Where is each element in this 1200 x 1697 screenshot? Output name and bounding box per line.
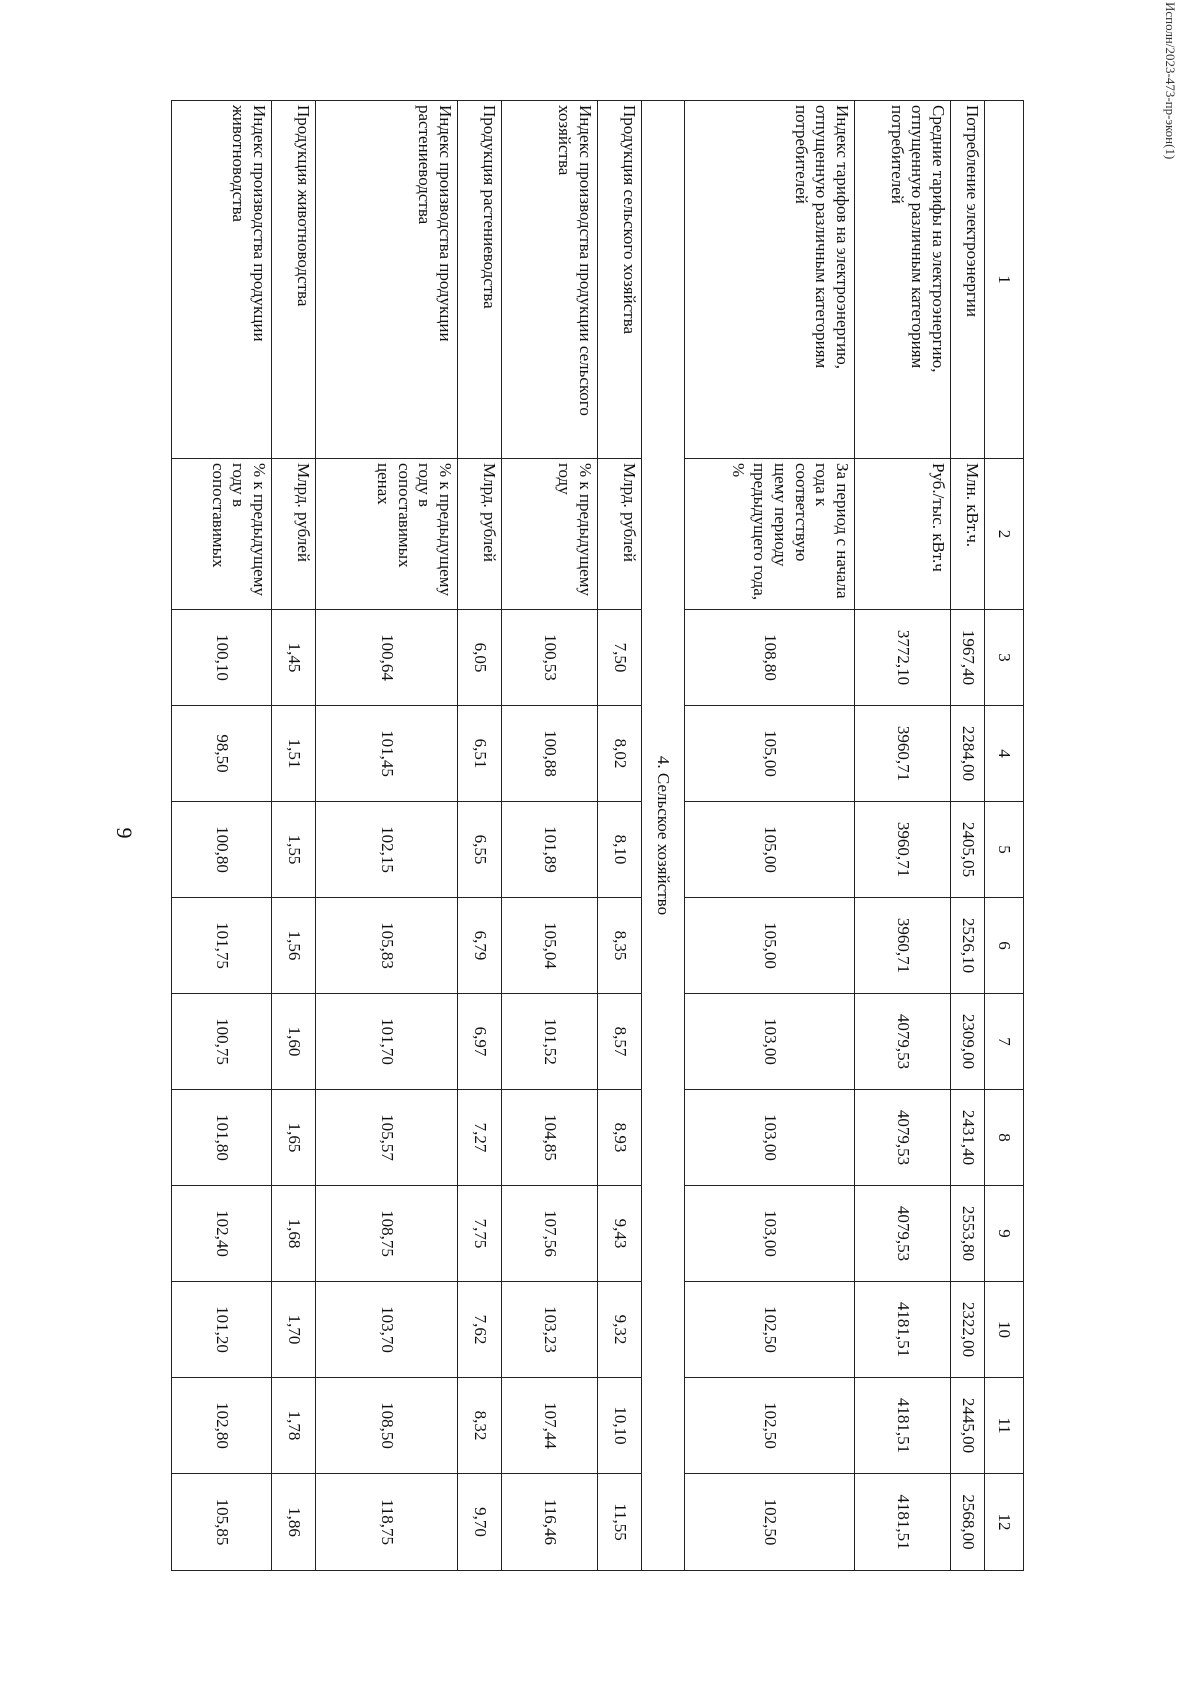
value-cell: 98,50 (172, 706, 272, 802)
value-cell: 101,89 (502, 802, 598, 898)
unit: Руб./тыс. кВт.ч (855, 459, 951, 610)
value-cell: 6,51 (458, 706, 502, 802)
value-cell: 105,85 (172, 1474, 272, 1571)
value-cell: 8,10 (598, 802, 642, 898)
value-cell: 2568,00 (951, 1474, 985, 1571)
value-cell: 9,32 (598, 1282, 642, 1378)
value-cell: 8,02 (598, 706, 642, 802)
indicator-name: Индекс производства продукции сельского хозяйства (502, 101, 598, 459)
value-cell: 101,45 (316, 706, 458, 802)
value-cell: 4181,51 (855, 1378, 951, 1474)
indicator-name: Продукция сельского хозяйства (598, 101, 642, 459)
document-footer-code: Исполн/2023-473-пр-экон(1) (1163, 2, 1178, 160)
column-number: 12 (985, 1474, 1024, 1571)
unit: Млрд. рублей (458, 459, 502, 610)
column-number: 3 (985, 610, 1024, 706)
table-row (458, 101, 502, 1571)
value-cell: 101,52 (502, 994, 598, 1090)
value-cell: 100,75 (172, 994, 272, 1090)
value-cell: 10,10 (598, 1378, 642, 1474)
value-cell: 8,57 (598, 994, 642, 1090)
value-cell: 118,75 (316, 1474, 458, 1571)
value-cell: 4181,51 (855, 1282, 951, 1378)
column-number: 5 (985, 802, 1024, 898)
value-cell: 100,10 (172, 610, 272, 706)
value-cell: 102,40 (172, 1186, 272, 1282)
forecast-table (171, 100, 1024, 1571)
value-cell: 8,35 (598, 898, 642, 994)
value-cell: 3960,71 (855, 898, 951, 994)
value-cell: 11,55 (598, 1474, 642, 1571)
value-cell: 8,32 (458, 1378, 502, 1474)
value-cell: 1967,40 (951, 610, 985, 706)
value-cell: 8,93 (598, 1090, 642, 1186)
value-cell: 7,62 (458, 1282, 502, 1378)
value-cell: 1,65 (272, 1090, 316, 1186)
value-cell: 100,80 (172, 802, 272, 898)
value-cell: 3960,71 (855, 802, 951, 898)
value-cell: 105,83 (316, 898, 458, 994)
value-cell: 102,15 (316, 802, 458, 898)
value-cell: 105,00 (685, 706, 855, 802)
value-cell: 7,50 (598, 610, 642, 706)
value-cell: 102,80 (172, 1378, 272, 1474)
value-cell: 101,70 (316, 994, 458, 1090)
value-cell: 4181,51 (855, 1474, 951, 1571)
indicator-name: Продукция животноводства (272, 101, 316, 459)
value-cell: 101,20 (172, 1282, 272, 1378)
indicator-name: Средние тарифы на электроэнергию, отпущенную различным категориям потребителей (855, 101, 951, 459)
table-body (172, 101, 1024, 1571)
value-cell: 105,00 (685, 802, 855, 898)
value-cell: 108,75 (316, 1186, 458, 1282)
value-cell: 1,78 (272, 1378, 316, 1474)
value-cell: 105,04 (502, 898, 598, 994)
indicator-name: Продукция растениеводства (458, 101, 502, 459)
indicator-name: Потребление электроэнергии (951, 101, 985, 459)
page-number: 9 (112, 827, 137, 839)
value-cell: 1,70 (272, 1282, 316, 1378)
value-cell: 2309,00 (951, 994, 985, 1090)
value-cell: 9,43 (598, 1186, 642, 1282)
value-cell: 7,27 (458, 1090, 502, 1186)
value-cell: 1,86 (272, 1474, 316, 1571)
value-cell: 4079,53 (855, 1090, 951, 1186)
value-cell: 2526,10 (951, 898, 985, 994)
column-number: 11 (985, 1378, 1024, 1474)
unit: % к предыдущему году (502, 459, 598, 610)
unit: Млн. кВт.ч. (951, 459, 985, 610)
value-cell: 105,00 (685, 898, 855, 994)
value-cell: 2553,80 (951, 1186, 985, 1282)
table-row (685, 101, 855, 1571)
value-cell: 103,23 (502, 1282, 598, 1378)
value-cell: 104,85 (502, 1090, 598, 1186)
value-cell: 4079,53 (855, 994, 951, 1090)
value-cell: 108,80 (685, 610, 855, 706)
rotated-table-container (148, 100, 1024, 1570)
value-cell: 103,00 (685, 994, 855, 1090)
indicator-name: Индекс тарифов на электроэнергию, отпущенную различным категориям потребителей (685, 101, 855, 459)
value-cell: 9,70 (458, 1474, 502, 1571)
indicator-name: Индекс производства продукции растениеводства (316, 101, 458, 459)
column-number: 9 (985, 1186, 1024, 1282)
value-cell: 102,50 (685, 1282, 855, 1378)
table-row (172, 101, 272, 1571)
value-cell: 100,88 (502, 706, 598, 802)
section-title: 4. Сельское хозяйство (642, 101, 685, 1571)
unit: Млрд. рублей (272, 459, 316, 610)
value-cell: 1,51 (272, 706, 316, 802)
value-cell: 4079,53 (855, 1186, 951, 1282)
table-row (272, 101, 316, 1571)
unit: % к предыдущему году в сопоставимых ценах (316, 459, 458, 610)
unit: За период с начала года к соответствую щему периоду предыдущего года, % (685, 459, 855, 610)
unit: Млрд. рублей (598, 459, 642, 610)
value-cell: 103,00 (685, 1186, 855, 1282)
value-cell: 105,57 (316, 1090, 458, 1186)
value-cell: 100,53 (502, 610, 598, 706)
value-cell: 102,50 (685, 1474, 855, 1571)
value-cell: 1,55 (272, 802, 316, 898)
value-cell: 107,56 (502, 1186, 598, 1282)
value-cell: 6,97 (458, 994, 502, 1090)
table-row (951, 101, 985, 1571)
value-cell: 2445,00 (951, 1378, 985, 1474)
value-cell: 2284,00 (951, 706, 985, 802)
value-cell: 1,68 (272, 1186, 316, 1282)
value-cell: 6,55 (458, 802, 502, 898)
value-cell: 102,50 (685, 1378, 855, 1474)
table-row (502, 101, 598, 1571)
table-row (316, 101, 458, 1571)
column-number: 4 (985, 706, 1024, 802)
value-cell: 3960,71 (855, 706, 951, 802)
value-cell: 2322,00 (951, 1282, 985, 1378)
value-cell: 103,00 (685, 1090, 855, 1186)
column-number: 6 (985, 898, 1024, 994)
column-number: 1 (985, 101, 1024, 459)
value-cell: 107,44 (502, 1378, 598, 1474)
value-cell: 103,70 (316, 1282, 458, 1378)
value-cell: 6,05 (458, 610, 502, 706)
value-cell: 100,64 (316, 610, 458, 706)
header-row (985, 101, 1024, 1571)
value-cell: 6,79 (458, 898, 502, 994)
column-number: 8 (985, 1090, 1024, 1186)
value-cell: 3772,10 (855, 610, 951, 706)
value-cell: 1,45 (272, 610, 316, 706)
unit: % к предыдущему году в сопоставимых (172, 459, 272, 610)
indicator-name: Индекс производства продукции животноводства (172, 101, 272, 459)
table-row (598, 101, 642, 1571)
value-cell: 116,46 (502, 1474, 598, 1571)
section-row (642, 101, 685, 1571)
value-cell: 2405,05 (951, 802, 985, 898)
value-cell: 1,60 (272, 994, 316, 1090)
column-number: 2 (985, 459, 1024, 610)
table-row (855, 101, 951, 1571)
column-number: 10 (985, 1282, 1024, 1378)
value-cell: 101,80 (172, 1090, 272, 1186)
value-cell: 7,75 (458, 1186, 502, 1282)
value-cell: 108,50 (316, 1378, 458, 1474)
value-cell: 101,75 (172, 898, 272, 994)
column-number: 7 (985, 994, 1024, 1090)
value-cell: 1,56 (272, 898, 316, 994)
value-cell: 2431,40 (951, 1090, 985, 1186)
